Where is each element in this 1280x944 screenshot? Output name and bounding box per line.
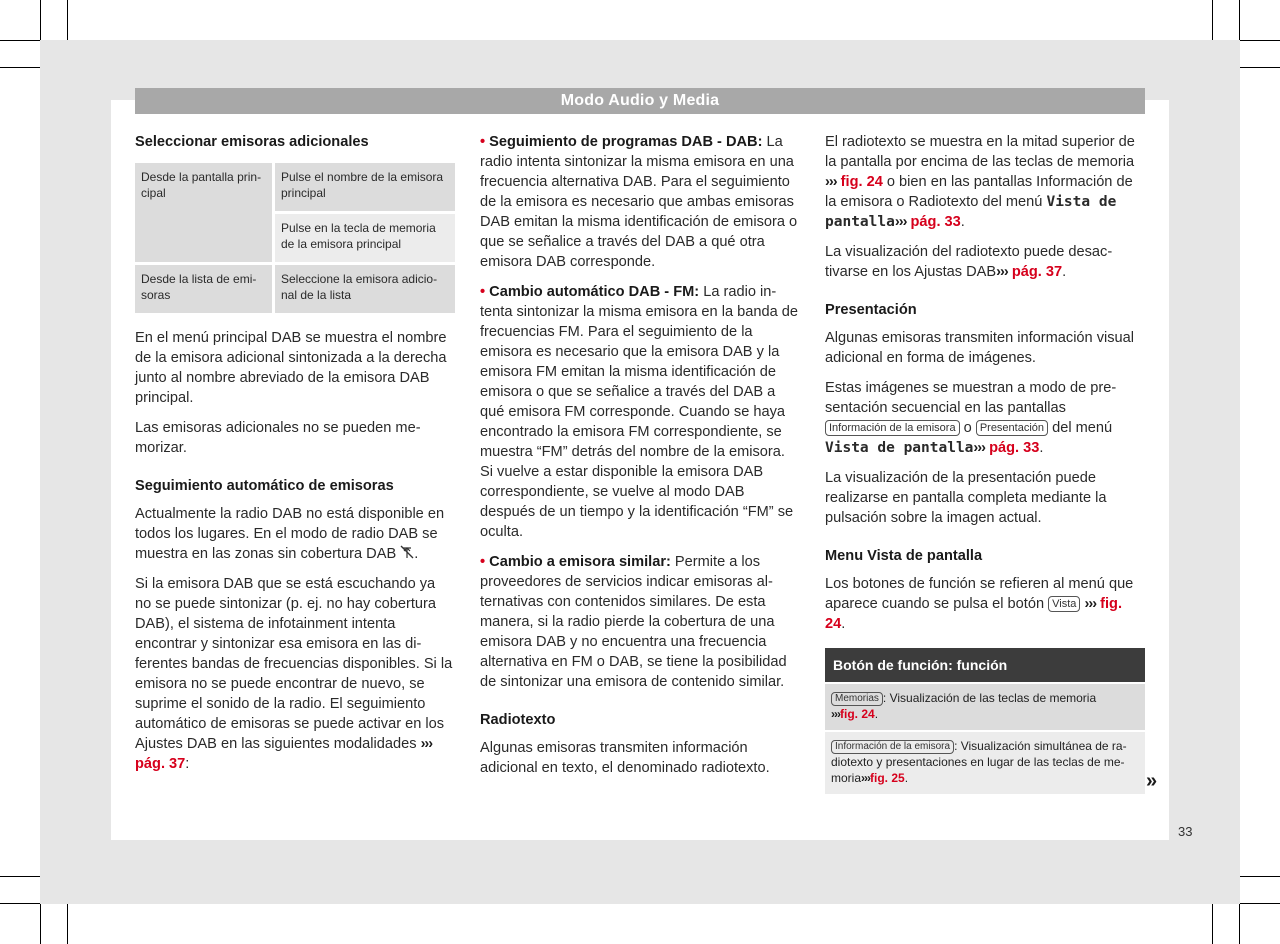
cross-reference-arrow: ››› [825,174,837,190]
page-number: 33 [1178,824,1193,839]
column-2 [480,132,800,788]
column-1 [135,132,455,784]
crop-mark [1240,876,1280,877]
crop-mark [67,0,68,40]
crop-mark [1212,904,1213,944]
table-row [135,265,455,313]
table-cell: Pulse en la tecla de memoria de la emisora principal [275,214,455,262]
presentation-key[interactable]: Presentación [976,420,1048,436]
bullet-icon: • [480,134,486,150]
continued-marker: » [1146,770,1158,792]
heading-auto-tracking: Seguimiento automático de emisoras [135,478,394,494]
list-item [480,552,800,692]
menu-name: Vista de pantalla [825,440,974,456]
cross-reference-arrow: ››› [861,771,871,785]
cross-reference-arrow: ››› [1084,596,1097,612]
table-cell-text: : Visualización simultánea de radiotexto y presentaciones en lugar de las teclas de memoria [831,739,1127,785]
cross-reference-arrow: ››› [996,264,1008,280]
crop-mark [1239,904,1240,944]
paragraph: Las emisoras adicionales no se pueden memorizar. [135,420,421,456]
paragraph-text: . [841,616,846,632]
heading-select-stations: Seleccionar emisoras adicionales [135,134,369,150]
table-cell: Seleccione la emisora adicional de la lista [275,265,455,313]
paragraph [825,378,1145,458]
crop-mark [0,67,40,68]
paragraph [825,242,1145,282]
paragraph-text: El radiotexto se muestra en la mitad superior de la pantalla por encima de las teclas de memoria [825,134,1135,170]
crop-mark [0,903,40,904]
list-item [480,132,800,272]
list-item-label: Cambio automático DAB - FM: [489,284,700,300]
paragraph-text: Los botones de función se refieren al menú que aparece cuando se pulsa el botón [825,576,1134,612]
paragraph-text: Si la emisora DAB que se está escuchando ya no se puede sintonizar (p. ej. no hay cobertura DAB), el sistema de infotainment intenta encontrar y sintonizar esa emisora en las diferentes bandas de frecuencias disponibles. Si la emisora no se puede encontrar de nuevo, se suprime el sonido de la radio. El seguimiento automático de emisoras se puede activar en los Ajustes DAB en las siguientes modalidades [135,576,453,752]
paragraph-text: : [185,756,190,772]
crop-mark [40,0,41,40]
list-item-text: Permite a los proveedores de servicios indicar emisoras alternativas con contenidos similares. De esta manera, si la radio pierde la cobertura de una emisora DAB y no encuentra una frecuencia alternativa en FM o DAB, se tiene la posibilidad de sintonizar una emisora de contenido similar. [480,554,787,690]
cross-reference-arrow: ››› [420,736,433,752]
crop-mark [1240,40,1280,41]
figure-reference-link[interactable]: fig. 25 [870,771,905,785]
paragraph [825,574,1145,634]
bullet-icon: • [480,554,486,570]
cross-reference-arrow: ››› [831,707,840,721]
paragraph-text: Estas imágenes se muestran a modo de presentación secuencial en las pantallas [825,380,1117,416]
figure-reference-link[interactable]: fig. 24 [840,174,883,190]
list-item-text: La radio intenta sintonizar la misma emisora en una frecuencia alternativa DAB. Para el seguimiento de la emisora es necesario que ambas emisoras DAB emitan la misma identificación de emisora o que se señalice a través del DAB a qué otra emisora DAB corresponde. [480,134,798,270]
view-key[interactable]: Vista [1048,596,1080,612]
paragraph [825,132,1145,232]
paragraph-text: o bien en las pantallas Información de la emisora o Radiotexto del menú [825,174,1133,210]
page-reference-link[interactable]: pág. 37 [1011,264,1063,280]
paragraph-text: . [414,546,419,562]
figure-reference-link[interactable]: fig. 24 [840,707,875,721]
crop-mark [0,40,40,41]
figure-reference-link[interactable]: fig. 24 [825,596,1123,632]
paragraph-text: o [963,420,972,436]
list-item [480,282,800,542]
crop-mark [1212,0,1213,40]
paragraph [135,504,455,564]
table-cell-text: . [904,771,909,785]
table-row [135,163,455,211]
table-cell-text: : Visualización de las teclas de memoria [882,691,1097,705]
page-reference-link[interactable]: pág. 37 [135,756,186,772]
page-reference-link[interactable]: pág. 33 [910,214,961,230]
table-row [825,732,1145,794]
paragraph-text: . [960,214,965,230]
table-cell: Desde la pantalla principal [135,163,275,262]
bullet-icon: • [480,284,486,300]
table-cell: Desde la lista de emisoras [135,265,275,313]
cross-reference-arrow: ››› [894,214,907,230]
paragraph: Algunas emisoras transmiten información adicional en texto, el denominado radiotexto. [480,740,770,776]
crop-mark [1239,0,1240,40]
crop-mark [0,876,40,877]
paragraph-text: La visualización del radiotexto puede desactivarse en los Ajustas DAB [825,244,1113,280]
menu-name: Vista de pantalla [825,194,1117,230]
page-reference-link[interactable]: pág. 33 [989,440,1040,456]
table-header: Botón de función: función [825,648,1145,682]
paragraph: Algunas emisoras transmiten información visual adicional en forma de imágenes. [825,330,1135,366]
paragraph-text: . [1039,440,1044,456]
crop-mark [40,904,41,944]
list-item-label: Cambio a emisora similar: [489,554,671,570]
table-row [825,684,1145,730]
heading-presentation: Presentación [825,302,917,318]
no-dab-signal-icon [400,545,414,559]
heading-screen-view-menu: Menu Vista de pantalla [825,548,983,564]
crop-mark [1240,903,1280,904]
paragraph-text: del menú [1052,420,1113,436]
paragraph: La visualización de la presentación puede realizarse en pantalla completa mediante la pulsación sobre la imagen actual. [825,470,1107,526]
list-item-label: Seguimiento de programas DAB - DAB: [489,134,763,150]
memories-key[interactable]: Memorias [831,692,883,706]
crop-mark [67,904,68,944]
paragraph-text: Actualmente la radio DAB no está disponible en todos los lugares. En el modo de radio DAB se muestra en las zonas sin cobertura DAB [135,506,445,562]
cross-reference-arrow: ››› [973,440,985,456]
list-item-text: La radio intenta sintonizar la misma emisora en la banda de frecuencias FM. Para el seguimiento de la emisora es necesario que la emisora DAB y la emisora FM emitan la misma identificación de emisora o que se señalice a través del DAB a qué emisora FM corresponde. Cuando se haya encontrado la emisora FM correspondiente, se muestra “FM” detrás del nombre de la emisora. Si vuelve a estar disponible la emisora DAB correspondiente, se vuelve al modo DAB después de un tiempo y la identificación “FM” se oculta. [480,284,798,540]
section-header: Modo Audio y Media [135,88,1145,114]
function-button-table [825,648,1145,794]
select-stations-table [135,160,455,316]
table-cell-text: . [874,707,879,721]
paragraph [135,574,455,774]
station-info-key[interactable]: Información de la emisora [831,740,954,754]
paragraph: En el menú principal DAB se muestra el nombre de la emisora adicional sintonizada a la derecha junto al nombre abreviado de la emisora DAB principal. [135,330,447,406]
station-info-key[interactable]: Información de la emisora [825,420,960,436]
crop-mark [1240,67,1280,68]
table-cell: Pulse el nombre de la emisora principal [275,163,455,211]
column-3 [825,132,1145,794]
heading-radiotext: Radiotexto [480,712,556,728]
paragraph-text: . [1062,264,1067,280]
